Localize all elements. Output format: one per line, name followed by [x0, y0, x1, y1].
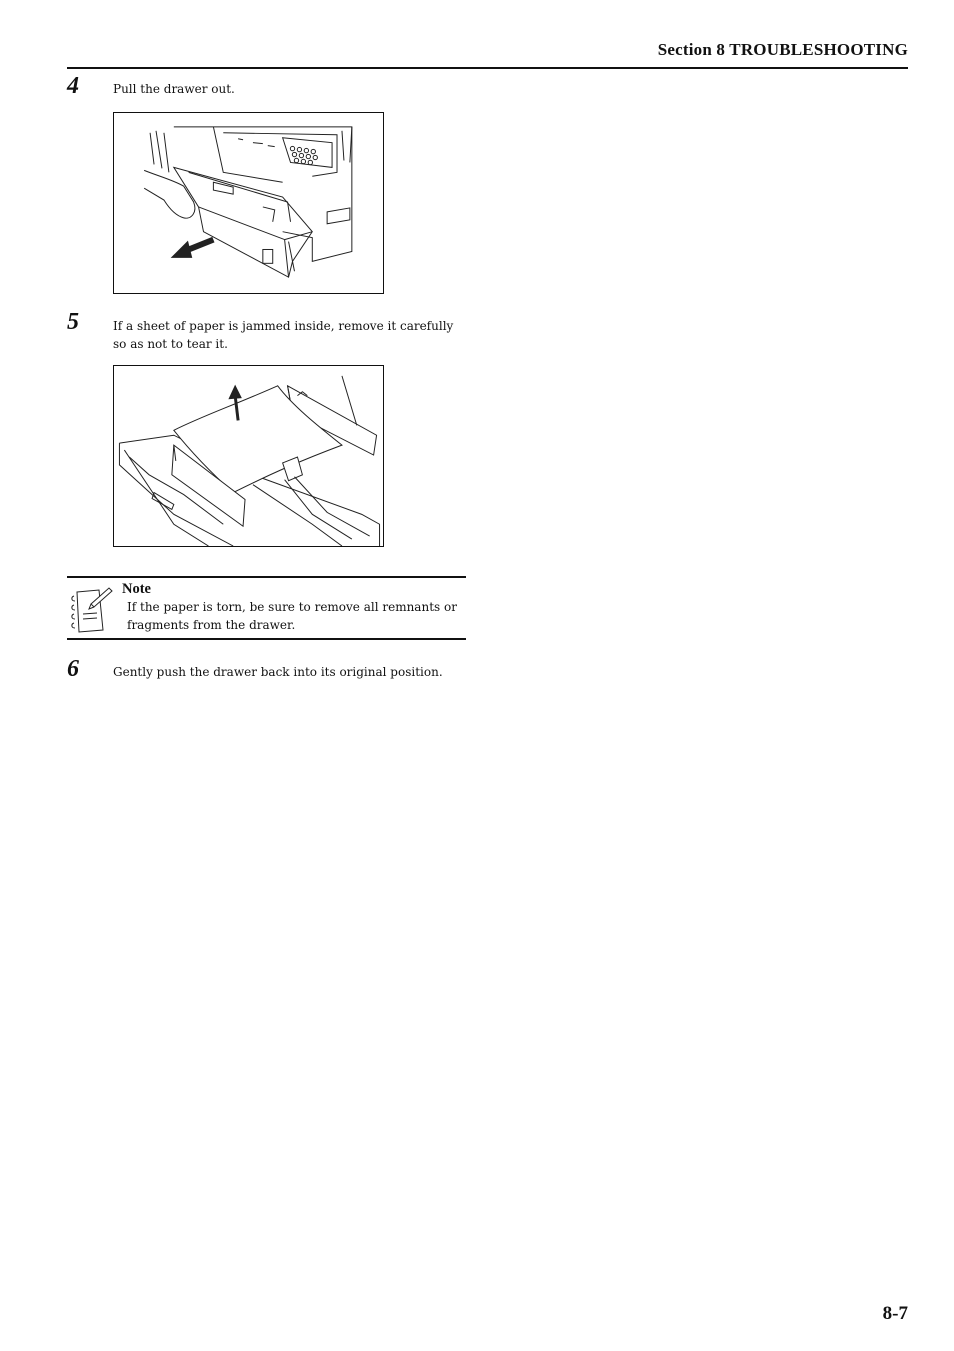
remove-jammed-paper-illustration	[113, 365, 384, 547]
notepad-pencil-icon	[69, 586, 113, 636]
step-5-text: If a sheet of paper is jammed inside, remove it carefully so as not to tear it.	[113, 319, 454, 351]
step-4-text: Pull the drawer out.	[113, 82, 235, 96]
header-rule	[67, 67, 908, 69]
step-6-number: 6	[67, 656, 79, 682]
page-header-title: Section 8 TROUBLESHOOTING	[657, 40, 908, 59]
step-6-text: Gently push the drawer back into its original position.	[113, 665, 443, 679]
step-4-number: 4	[67, 73, 79, 99]
note-text: If the paper is torn, be sure to remove all remnants or fragments from the drawer.	[127, 600, 457, 632]
note-title: Note	[122, 581, 151, 597]
step-5-number: 5	[67, 309, 79, 335]
page-number: 8-7	[882, 1303, 908, 1324]
note-box	[67, 576, 466, 640]
pull-drawer-out-illustration	[113, 112, 384, 294]
